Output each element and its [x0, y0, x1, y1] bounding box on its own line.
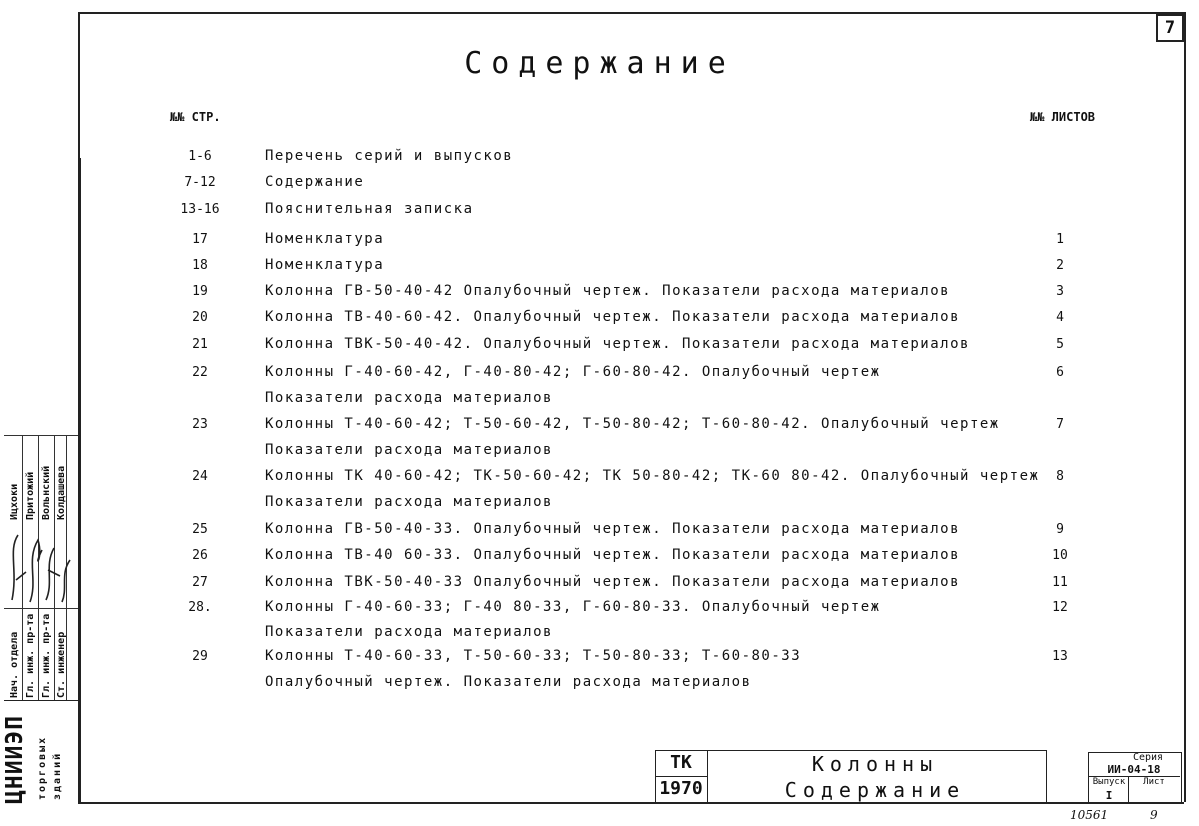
stamp-name: Ицхоки	[9, 483, 20, 520]
row-sheet: 12	[1052, 600, 1068, 615]
archive-mark: 9	[1150, 808, 1158, 822]
title-block-year: 1970	[659, 778, 703, 799]
issue-label: Выпуск	[1092, 777, 1126, 787]
row-text: Перечень серий и выпусков	[265, 148, 514, 164]
row-text: Колонна ГВ-50-40-33. Опалубочный чертеж. Показатели расхода материалов	[265, 521, 961, 537]
row-text: Номенклатура	[265, 257, 385, 273]
contents-row	[0, 672, 1199, 694]
row-text: Колонны Т-40-60-42; Т-50-60-42, Т-50-80-42; Т-60-80-42. Опалубочный чертеж	[265, 416, 1000, 432]
title-block-code: ТК	[670, 752, 692, 773]
row-sheet: 9	[1056, 522, 1064, 537]
contents-row	[0, 545, 1199, 567]
contents-row	[0, 622, 1199, 644]
row-page: 23	[192, 417, 208, 432]
row-text: Колонна ТВ-40-60-42. Опалубочный чертеж. Показатели расхода материалов	[265, 309, 961, 325]
row-text: Опалубочный чертеж. Показатели расхода материалов	[265, 674, 752, 690]
row-text: Колонна ТВК-50-40-42. Опалубочный чертеж. Показатели расхода материалов	[265, 336, 970, 352]
contents-row	[0, 388, 1199, 410]
row-page: 19	[192, 284, 208, 299]
row-page: 28.	[188, 600, 212, 615]
row-sheet: 4	[1056, 310, 1064, 325]
stamp-divider	[4, 700, 78, 701]
contents-row	[0, 572, 1199, 594]
row-text: Колонны Г-40-60-42, Г-40-80-42; Г-60-80-42. Опалубочный чертеж	[265, 364, 881, 380]
stamp-role: Гл. инж. пр-та	[25, 613, 36, 698]
stamp-name: Вольнский	[41, 465, 52, 520]
row-text: Номенклатура	[265, 231, 385, 247]
row-text: Колонны Т-40-60-33, Т-50-60-33; Т-50-80-33; Т-60-80-33	[265, 648, 802, 664]
row-text: Колонны Г-40-60-33; Г-40 80-33, Г-60-80-33. Опалубочный чертеж	[265, 599, 881, 615]
contents-row	[0, 172, 1199, 194]
row-sheet: 10	[1052, 548, 1068, 563]
page-title: Содержание	[464, 46, 735, 81]
contents-row	[0, 146, 1199, 168]
row-sheet: 2	[1056, 258, 1064, 273]
row-page: 25	[192, 522, 208, 537]
stamp-role: Нач. отдела	[9, 631, 20, 698]
row-page: 21	[192, 337, 208, 352]
stamp-name: Притожий	[25, 471, 36, 520]
row-page: 29	[192, 649, 208, 664]
row-page: 24	[192, 469, 208, 484]
contents-row	[0, 466, 1199, 488]
row-page: 7-12	[184, 175, 216, 190]
row-page: 18	[192, 258, 208, 273]
contents-row	[0, 199, 1199, 221]
contents-row	[0, 281, 1199, 303]
series-value: ИИ-04-18	[1107, 763, 1161, 776]
title-block-name: Колонны	[811, 752, 939, 776]
row-text: Колонны ТК 40-60-42; ТК-50-60-42; ТК 50-80-42; ТК-60 80-42. Опалубочный чертеж	[265, 468, 1040, 484]
contents-row	[0, 597, 1199, 619]
row-sheet: 3	[1056, 284, 1064, 299]
sheet-label: Лист	[1143, 777, 1165, 787]
sheets-header: №№ ЛИСТОВ	[1030, 110, 1096, 124]
row-sheet: 1	[1056, 232, 1064, 247]
row-text: Содержание	[265, 174, 365, 190]
org-subtitle: торговых	[37, 735, 48, 800]
row-text: Колонна ТВК-50-40-33 Опалубочный чертеж. Показатели расхода материалов	[265, 574, 961, 590]
row-text: Колонна ТВ-40 60-33. Опалубочный чертеж. Показатели расхода материалов	[265, 547, 961, 563]
row-page: 20	[192, 310, 208, 325]
org-subtitle: зданий	[52, 751, 63, 800]
row-sheet: 7	[1056, 417, 1064, 432]
frame-top	[78, 12, 1184, 14]
row-sheet: 13	[1052, 649, 1068, 664]
issue-value: I	[1105, 789, 1113, 802]
contents-row	[0, 646, 1199, 668]
row-page: 26	[192, 548, 208, 563]
archive-number: 10561	[1070, 808, 1109, 822]
row-text: Показатели расхода материалов	[265, 390, 553, 406]
row-text: Пояснительная записка	[265, 201, 474, 217]
contents-row	[0, 307, 1199, 329]
title-block-subject: Содержание	[784, 778, 966, 802]
stamp-role: Ст. инженер	[56, 631, 67, 698]
contents-row	[0, 440, 1199, 462]
row-page: 1-6	[188, 149, 212, 164]
row-sheet: 8	[1056, 469, 1064, 484]
row-page: 27	[192, 575, 208, 590]
stamp-name: Колдашева	[56, 465, 67, 520]
signatures	[4, 530, 76, 610]
contents-row	[0, 255, 1199, 277]
row-page: 17	[192, 232, 208, 247]
row-text: Показатели расхода материалов	[265, 442, 553, 458]
contents-row	[0, 492, 1199, 514]
row-sheet: 5	[1056, 337, 1064, 352]
contents-row	[0, 414, 1199, 436]
row-text: Показатели расхода материалов	[265, 494, 553, 510]
row-sheet: 11	[1052, 575, 1068, 590]
row-text: Показатели расхода материалов	[265, 624, 553, 640]
contents-row	[0, 334, 1199, 356]
row-text: Колонна ГВ-50-40-42 Опалубочный чертеж. Показатели расхода материалов	[265, 283, 951, 299]
stamp-role: Гл. инж. пр-та	[41, 613, 52, 698]
contents-row	[0, 229, 1199, 251]
pages-header: №№ СТР.	[170, 110, 221, 124]
row-sheet: 6	[1056, 365, 1064, 380]
row-page: 13-16	[180, 202, 220, 217]
page-number: 7	[1156, 14, 1184, 42]
org-logo: ЦНИИЭП	[2, 714, 28, 804]
series-label: Серия	[1132, 752, 1164, 763]
row-page: 22	[192, 365, 208, 380]
contents-row	[0, 519, 1199, 541]
contents-row	[0, 362, 1199, 384]
